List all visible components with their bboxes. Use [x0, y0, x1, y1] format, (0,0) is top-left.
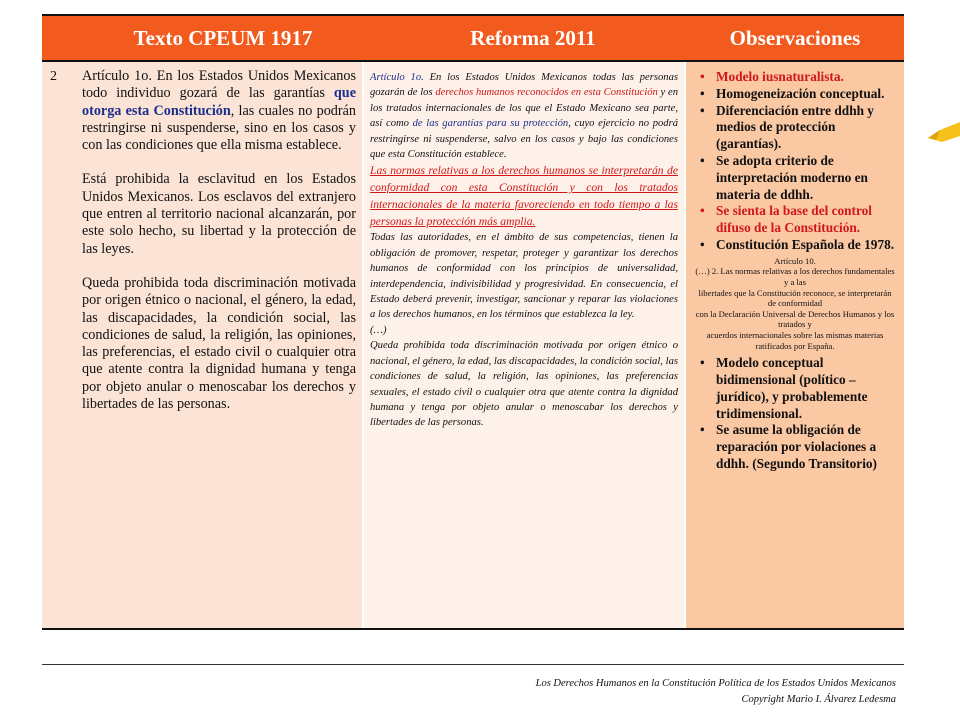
list-item: • Se asume la obligación de reparación por violaciones a ddhh. (Segundo Transitorio) — [692, 422, 898, 472]
observations-list-bottom — [692, 355, 898, 473]
table-header — [42, 16, 904, 62]
table-row — [42, 62, 904, 628]
highlight-text: que otorga esta Constitución — [82, 85, 356, 119]
article-1-paragraph-1917 — [82, 68, 356, 154]
footer — [536, 676, 896, 708]
discrimination-paragraph-2011: Queda prohibida toda discriminación motivada por origen étnico o nacional, el género, la edad, las discapacidades, la condición social, las condiciones de salud, la religión, las opiniones, las preferencias sexuales, el estado civil o cualquier otra que atente contra la dignidad humana y tenga por objeto anular o menoscabar los derechos y libertades de las personas. — [370, 340, 678, 429]
cell-text-1917 — [70, 62, 362, 628]
ellipsis-paragraph: (…) — [370, 324, 387, 336]
list-item: • Se adopta criterio de interpretación moderno en materia de ddhh. — [692, 153, 898, 203]
yellow-pencil-icon — [926, 118, 960, 152]
quote-line: Artículo 10. — [774, 255, 816, 266]
text-run: Artículo 1o. En los Estados Unidos Mexicanos todo individuo gozará de las garantías — [82, 68, 356, 102]
header-cpeum-1917: Texto CPEUM 1917 — [133, 26, 313, 50]
interpretation-paragraph-2011: Las normas relativas a los derechos humanos se interpretarán de conformidad con esta Constitución y con los tratados internacionales de la materia favoreciendo en todo tiempo a las personas la protección más amplia. — [370, 164, 678, 229]
text-run: , cuyo ejercicio no podrá restringirse ni suspenderse, salvo en los casos y bajo las condiciones que esta Constitución establece. — [370, 118, 679, 161]
observations-list-top — [692, 69, 898, 254]
row-number: 2 — [42, 62, 70, 628]
footer-title: Los Derechos Humanos en la Constitución Política de los Estados Unidos Mexicanos — [535, 678, 896, 689]
text-run: , las cuales no podrán restringirse ni suspenderse, sino en los casos y con las condiciones que ella misma establece. — [82, 102, 356, 154]
list-item: • Constitución Española de 1978. — [692, 237, 898, 254]
quote-line: libertades que la Constitución reconoce, se interpretarán de conformidad — [698, 287, 892, 309]
cell-reforma-2011 — [364, 62, 684, 628]
header-reforma-2011: Reforma 2011 — [470, 26, 596, 50]
highlight-text: de las garantías para su protección — [412, 118, 569, 130]
authorities-paragraph-2011: Todas las autoridades, en el ámbito de sus competencias, tienen la obligación de promover, respetar, proteger y garantizar los derechos humanos de conformidad con los principios de universalidad, interdependencia, indivisibilidad y progresividad. En consecuencia, el Estado deberá prevenir, investigar, sancionar y reparar las violaciones a los derechos humanos, en los términos que establezca la ley. — [370, 232, 678, 321]
text-run: y en los tratados internacionales de los que el Estado Mexicano sea parte, así como — [370, 87, 678, 130]
slavery-paragraph-1917: Está prohibida la esclavitud en los Estados Unidos Mexicanos. Los esclavos del extranjero que entren al territorio nacional alcanzarán, por este solo hecho, su libertad y la protección de las leyes. — [82, 171, 356, 257]
footer-copyright: Copyright Mario I. Álvarez Ledesma — [741, 694, 896, 705]
footer-divider — [42, 664, 904, 665]
cell-observaciones — [686, 62, 904, 628]
highlight-text: derechos humanos reconocidos en esta Constitución — [435, 87, 658, 99]
list-item: • Modelo conceptual bidimensional (político – jurídico), y probablemente tridimensional. — [692, 355, 898, 422]
text-run: En los Estados Unidos Mexicanos todas las personas gozarán de los — [370, 72, 678, 99]
article-10-quote — [692, 254, 898, 355]
list-item: • Homogeneización conceptual. — [692, 86, 898, 103]
quote-line: con la Declaración Universal de Derechos Humanos y los tratados y — [695, 308, 895, 330]
comparison-table — [42, 14, 904, 630]
discrimination-paragraph-1917: Queda prohibida toda discriminación motivada por origen étnico o nacional, el género, la edad, las discapacidades, la condición social, las condiciones de salud, la religión, las opiniones, las preferencias, el estado civil o cualquier otra que atente contra la dignidad humana y tenga por objeto anular o menoscabar los derechos y libertades de las personas. — [82, 274, 356, 413]
article-1-paragraph-2011 — [370, 70, 678, 162]
quote-line: acuerdos internacionales sobre las mismas materias ratificados por España. — [706, 329, 884, 351]
list-item: • Modelo iusnaturalista. — [692, 69, 898, 86]
quote-line: (…) 2. Las normas relativas a los derechos fundamentales y a las — [695, 266, 895, 287]
list-item: • Diferenciación entre ddhh y medios de protección (garantías). — [692, 103, 898, 153]
article-label: Artículo 1o. — [370, 72, 424, 83]
list-item: • Se sienta la base del control difuso de la Constitución. — [692, 203, 898, 237]
header-observaciones: Observaciones — [729, 26, 861, 50]
